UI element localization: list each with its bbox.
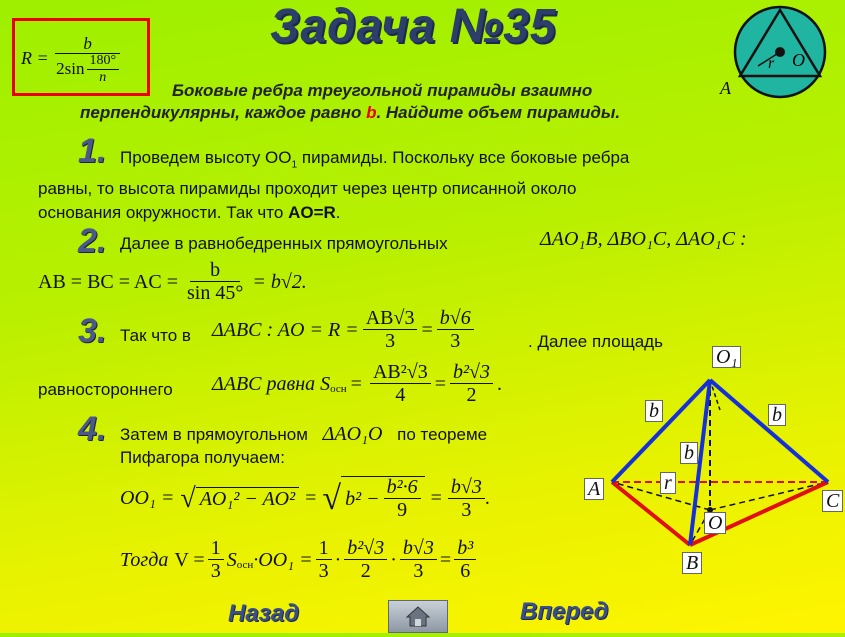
oo1-f-num: b√3 — [448, 477, 485, 499]
formula-den-prefix: 2sin — [56, 59, 85, 79]
v-f2-den: 3 — [318, 560, 329, 582]
formula-angle-den: n — [99, 69, 107, 85]
v-pre: Тогда — [120, 548, 169, 571]
step-1-text — [38, 146, 798, 225]
diagram-label-b-vertex: B — [682, 552, 702, 574]
step-3b-math: ΔABC равна S — [212, 372, 331, 395]
v-f5-den: 6 — [460, 560, 471, 582]
step-1-line-3-post: . — [335, 203, 341, 223]
step-3-f2-num: b√6 — [437, 308, 474, 330]
v-f1-num: 1 — [208, 538, 224, 560]
step-2-eq-pre: AB = BC = AC = — [38, 270, 178, 293]
step-3-equation: ΔABC : AO = R = $\frac{AB√3}{3}$ = $\frac{b√6}{3}$ — [212, 308, 478, 352]
step-3b-f1-den: 4 — [395, 384, 406, 406]
volume-equation: Тогда V = $\frac{1}{3}$ S $_{осн}$ ·OO₁ = $\frac{1}{3}$ · $\frac{\text{b²√3}}{2}$ · $\frac{b√3}{3}$ = $\frac{\text{b³}}{6}$ — [120, 538, 479, 582]
v-f5-num: b³ — [454, 538, 476, 560]
formula-num: b — [55, 35, 120, 54]
forward-button[interactable]: Вперед — [520, 598, 609, 625]
oo1-rf-num: b²·6 — [384, 477, 421, 499]
step-1-number: 1. — [78, 132, 107, 170]
v-mid-2: ·OO₁ = — [253, 548, 313, 571]
step-3-f1-den: 3 — [385, 330, 396, 352]
circle-label-a: A — [720, 78, 731, 98]
problem-statement — [80, 80, 760, 124]
home-icon — [389, 601, 447, 632]
v-f1-den: 3 — [210, 560, 221, 582]
circle-label-r: r — [768, 55, 775, 72]
step-3b-equation: ΔABC равна S $_{осн}$ = $\frac{\text{AB²√3}}{4}$ = $\frac{\text{b²√3}}{2}$ . — [212, 361, 502, 406]
oo1-eq: = — [305, 487, 317, 509]
step-2-eq-post: = b√2. — [252, 270, 307, 293]
formula-angle-num: 180° — [87, 54, 120, 70]
formula-box — [12, 18, 150, 96]
oo1-rad-2-pre: b² − — [345, 487, 380, 510]
v-lhs: V = — [174, 548, 205, 571]
step-2-text: Далее в равнобедренных прямоугольных — [120, 234, 448, 253]
problem-line-2-pre: перпендикулярны, каждое равно — [80, 103, 367, 122]
step-1-line-3-bold: AO=R — [288, 203, 336, 223]
step-2-equation — [38, 260, 307, 304]
step-1-line-2: равны, то высота пирамиды проходит через центр описанной около — [38, 179, 577, 199]
diagram-label-b-mid: b — [680, 442, 698, 464]
oo1-lhs: OO₁ = — [120, 487, 175, 509]
v-f3-den: 2 — [360, 560, 371, 582]
diagram-label-b-right: b — [768, 404, 786, 426]
step-3-text: Так что в — [120, 326, 191, 345]
step-3b-f2-den: 2 — [466, 384, 477, 406]
step-3-f2-den: 3 — [450, 330, 461, 352]
problem-line-1: Боковые ребра треугольной пирамиды взаимно — [172, 81, 593, 100]
step-3-math-pre: ΔABC : AO = R = — [212, 318, 359, 341]
diagram-label-a: A — [584, 478, 604, 500]
page-title: Задача №35 — [270, 0, 557, 53]
back-button[interactable]: Назад — [228, 600, 300, 627]
v-mid-sub: осн — [236, 559, 254, 571]
v-f4-den: 3 — [413, 560, 424, 582]
step-3b-f2-num: b²√3 — [450, 362, 493, 384]
step-3b-text: равностороннего — [38, 380, 173, 399]
problem-b: b — [366, 103, 377, 122]
step-4-math: ΔAO₁O — [322, 423, 383, 445]
step-3b-f1-num: AB²√3 — [370, 362, 431, 384]
step-2-number: 2. — [78, 222, 107, 260]
v-f2-num: 1 — [316, 538, 332, 560]
step-2-frac-num: b — [190, 260, 240, 282]
step-1-sub: 1 — [291, 159, 298, 171]
step-4-text-3: Пифагора получаем: — [120, 448, 285, 467]
problem-line-2-post: . Найдите объем пирамиды. — [376, 103, 621, 122]
step-3-post: . Далее площадь — [528, 332, 663, 351]
v-f3-num: b²√3 — [344, 538, 387, 560]
home-button[interactable] — [388, 600, 448, 633]
pyramid-diagram — [580, 340, 845, 580]
step-4-number: 4. — [78, 410, 107, 448]
diagram-label-r: r — [660, 472, 676, 494]
diagram-label-o1: O₁ — [712, 346, 741, 368]
circle-label-o: O — [792, 50, 805, 70]
step-1-line-1b: пирамиды. Поскольку все боковые ребра — [297, 148, 630, 167]
oo1-rad-1: AO₁² − AO² — [196, 487, 299, 511]
step-2-frac-den: sin 45° — [186, 282, 244, 304]
diagram-label-o: O — [704, 512, 726, 534]
formula-lhs: R = — [21, 48, 49, 69]
step-1-line-1: Проведем высоту OO — [120, 148, 292, 167]
step-3-number: 3. — [78, 312, 107, 350]
diagram-label-c: C — [822, 490, 843, 512]
step-4-text — [120, 422, 487, 447]
oo1-f-den: 3 — [461, 498, 472, 521]
v-f4-num: b√3 — [400, 538, 437, 560]
oo1-equation: OO₁ = √ AO₁² − AO² = √ b² − $\frac{\text{b²·6}}{9}$ = $\frac{b√3}{3}$ . — [120, 475, 490, 521]
step-3b-sub: осн — [330, 383, 347, 395]
diagram-label-b-left: b — [645, 400, 663, 422]
step-4-text-2: по теореме — [397, 425, 488, 444]
oo1-rf-den: 9 — [397, 499, 408, 521]
step-1-line-3-pre: основания окружности. Так что — [38, 203, 289, 223]
step-4-text-1: Затем в прямоугольном — [120, 425, 308, 444]
step-3-f1-num: AB√3 — [363, 308, 418, 330]
step-2-math: ΔAO₁B, ΔBO₁C, ΔAO₁C : — [540, 228, 747, 250]
v-mid: S — [226, 548, 237, 571]
